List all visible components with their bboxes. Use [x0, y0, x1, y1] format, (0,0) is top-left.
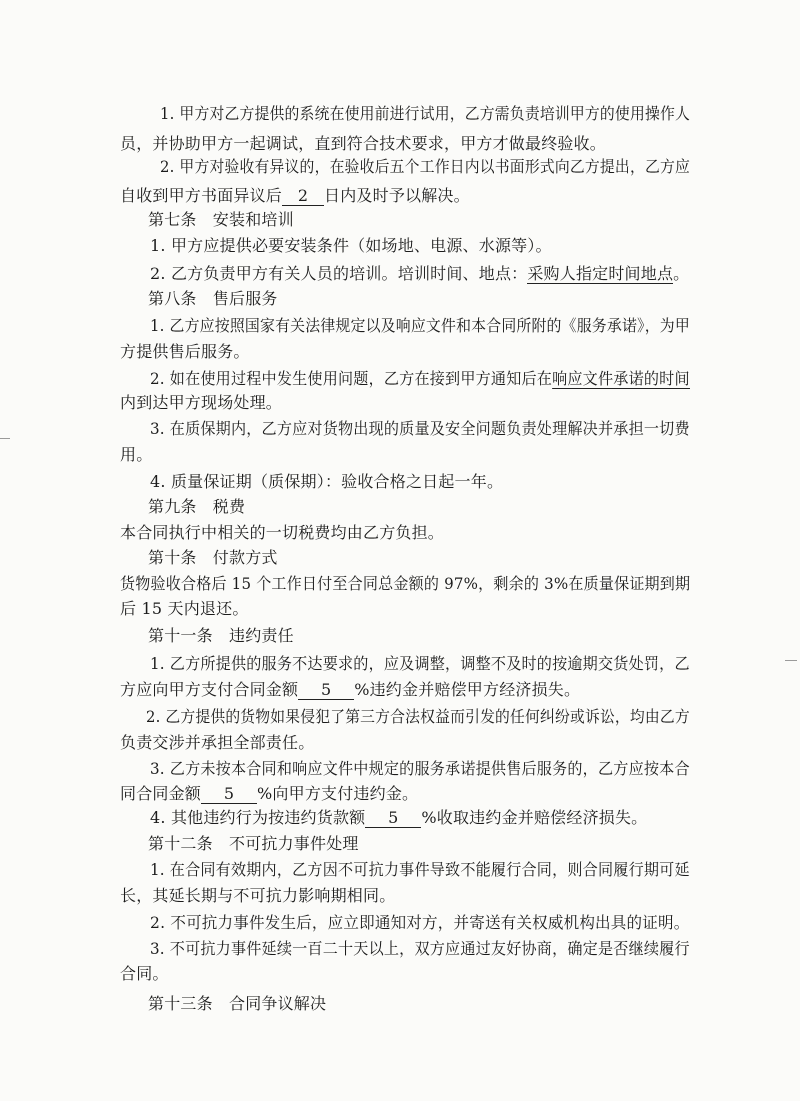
- text-line: 3. 乙方未按本合同和响应文件中规定的服务承诺提供售后服务的，乙方应按本合: [150, 759, 690, 778]
- text-line: 方提供售后服务。: [120, 342, 250, 361]
- days-blank: 2: [282, 187, 324, 206]
- article-heading: 第九条 税费: [148, 497, 246, 516]
- text-line: [120, 186, 470, 206]
- text-line: 1. 甲方对乙方提供的系统在使用前进行试用，乙方需负责培训甲方的使用操作人: [160, 104, 691, 123]
- text-line: 长，其延长期与不可抗力影响期相同。: [120, 886, 396, 905]
- text-line: 本合同执行中相关的一切税费均由乙方负担。: [120, 523, 445, 542]
- percent-blank: 5: [365, 809, 421, 828]
- text-segment: 2. 如在使用过程中发生使用问题，乙方在接到甲方通知后在: [150, 369, 553, 388]
- text-line: 3. 在质保期内，乙方应对货物出现的质量及安全问题负责处理解决并承担一切费: [150, 419, 690, 438]
- underlined-text: 响应文件承诺的时间: [552, 369, 690, 388]
- text-line: 2. 不可抗力事件发生后，应立即通知对方，并寄送有关权威机构出具的证明。: [150, 913, 690, 932]
- text-line: 1. 在合同有效期内，乙方因不可抗力事件导致不能履行合同，则合同履行期可延: [150, 860, 690, 879]
- text-line: 3. 不可抗力事件延续一百二十天以上，双方应通过友好协商，确定是否继续履行: [150, 939, 690, 958]
- text-line: [150, 369, 690, 389]
- text-line: 货物验收合格后 15 个工作日付至合同总金额的 97%，剩余的 3%在质量保证期到期: [120, 574, 691, 593]
- text-line: 4. 质量保证期（质保期）：验收合格之日起一年。: [150, 472, 504, 491]
- text-line: 合同。: [120, 964, 169, 983]
- article-heading: 第十二条 不可抗力事件处理: [148, 834, 359, 853]
- text-line: 负责交涉并承担全部责任。: [120, 733, 315, 752]
- article-heading: 第十一条 违约责任: [148, 626, 294, 645]
- text-line: 内到达甲方现场处理。: [120, 393, 283, 412]
- article-heading: 第八条 售后服务: [148, 289, 278, 308]
- text-line: 1. 乙方所提供的服务不达要求的，应及调整，调整不及时的按逾期交货处罚，乙: [150, 654, 690, 673]
- article-heading: 第十三条 合同争议解决: [148, 994, 327, 1013]
- text-segment: %向甲方支付违约金。: [257, 784, 419, 803]
- text-segment: 方应向甲方支付合同金额: [120, 680, 299, 699]
- text-line: 员，并协助甲方一起调试，直到符合技术要求，甲方才做最终验收。: [120, 134, 607, 153]
- text-segment: %收取违约金并赔偿经济损失。: [421, 808, 648, 827]
- underlined-text: 采购人指定时间地点: [527, 264, 674, 283]
- text-segment: 4. 其他违约行为按违约货款额: [150, 808, 366, 827]
- text-line: 2. 甲方对验收有异议的，在验收后五个工作日内以书面形式向乙方提出，乙方应: [160, 157, 691, 176]
- text-line: [120, 784, 418, 804]
- scan-mark: [785, 660, 797, 661]
- text-segment: 自收到甲方书面异议后: [120, 186, 283, 205]
- text-line: [150, 264, 689, 284]
- text-segment: 同合同金额: [120, 784, 202, 803]
- text-line: 2. 乙方提供的货物如果侵犯了第三方合法权益而引发的任何纠纷或诉讼，均由乙方: [146, 707, 690, 726]
- scan-mark: [0, 438, 10, 439]
- text-segment: 。: [673, 264, 690, 283]
- text-line: [120, 680, 580, 700]
- text-line: 1. 甲方应提供必要安装条件（如场地、电源、水源等）。: [150, 236, 552, 255]
- text-line: 用。: [120, 445, 153, 464]
- text-segment: 日内及时予以解决。: [324, 186, 470, 205]
- text-segment: 2. 乙方负责甲方有关人员的培训。培训时间、地点：: [150, 264, 528, 283]
- percent-blank: 5: [298, 681, 354, 700]
- text-line: 后 15 天内退还。: [120, 599, 249, 618]
- text-line: [150, 808, 647, 828]
- article-heading: 第七条 安装和培训: [148, 210, 294, 229]
- text-line: 1. 乙方应按照国家有关法律规定以及响应文件和本合同所附的《服务承诺》，为甲: [150, 316, 690, 335]
- article-heading: 第十条 付款方式: [148, 548, 278, 567]
- percent-blank: 5: [201, 785, 257, 804]
- text-segment: %违约金并赔偿甲方经济损失。: [354, 680, 581, 699]
